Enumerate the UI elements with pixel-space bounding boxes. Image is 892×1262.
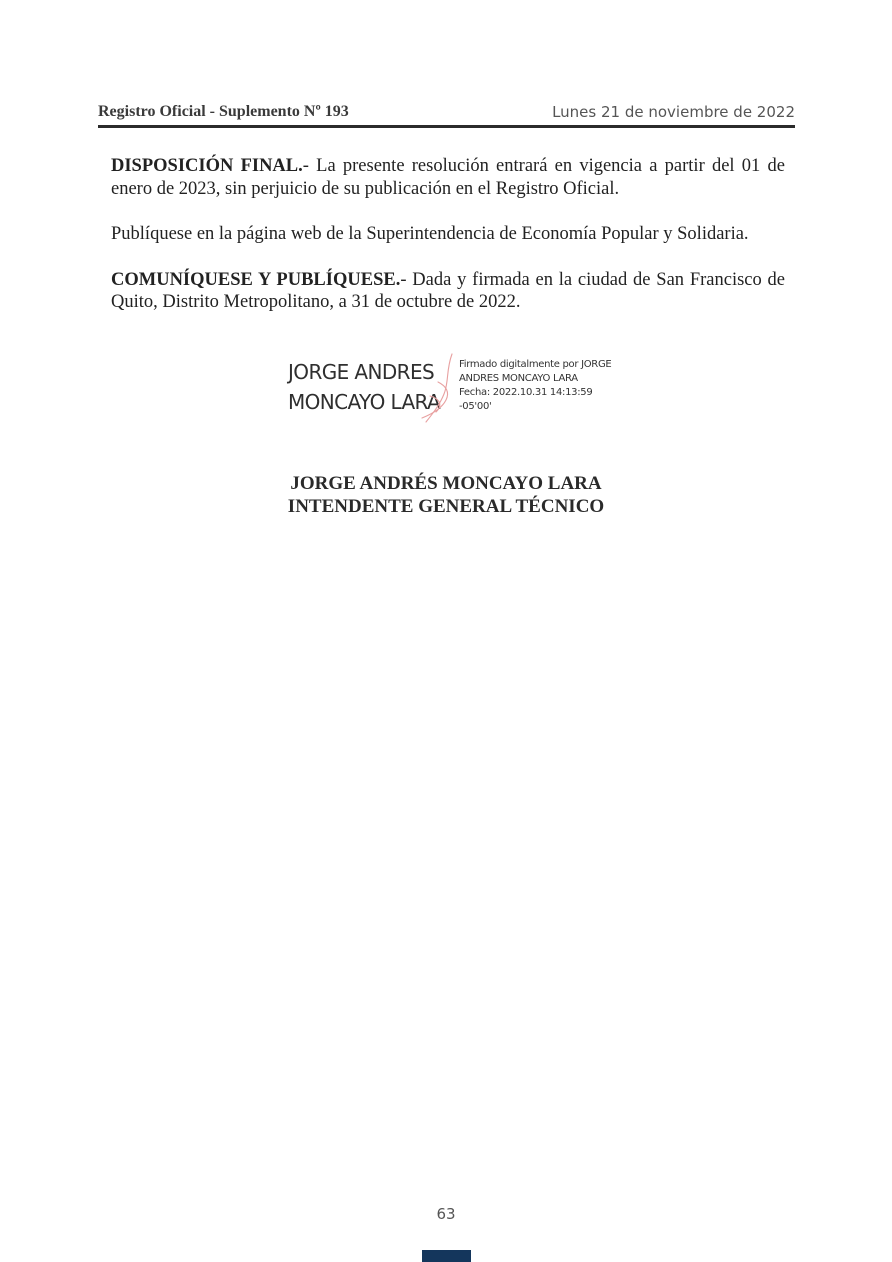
- signature-detail-line4: -05'00': [459, 401, 492, 412]
- final-disposition-paragraph: [111, 155, 785, 200]
- publication-paragraph: [111, 223, 785, 246]
- closing-heading: COMUNÍQUESE Y PUBLÍQUESE.: [111, 269, 401, 290]
- signature-detail-line2: ANDRES MONCAYO LARA: [459, 373, 578, 384]
- document-body: [111, 155, 785, 337]
- final-disposition-text: - La presente resolución entrará en vigencia a partir del 01 de enero de 2023, sin perjuicio de su publicación en el Registro Oficial.: [111, 156, 785, 199]
- signature-name-line2: MONCAYO LARA: [288, 390, 441, 414]
- final-disposition-heading: DISPOSICIÓN FINAL.: [111, 156, 303, 176]
- closing-text: - Dada y firmada en la ciudad de San Francisco de Quito, Distrito Metropolitano, a 31 de octubre de 2022.: [111, 269, 786, 312]
- footer-bar: [422, 1250, 471, 1262]
- header-divider: [98, 125, 795, 128]
- signature-details: [459, 358, 611, 414]
- signature-detail-line1: Firmado digitalmente por JORGE: [459, 359, 612, 370]
- publication-title: Registro Oficial - Suplemento Nº 193: [98, 103, 349, 120]
- signer-title: INTENDENTE GENERAL TÉCNICO: [287, 496, 605, 517]
- signer-block: [0, 472, 892, 518]
- digital-signature: [288, 352, 648, 432]
- closing-paragraph: [111, 269, 785, 314]
- page-header: [98, 103, 795, 123]
- publication-date: Lunes 21 de noviembre de 2022: [552, 103, 795, 121]
- page-number: 63: [436, 1205, 456, 1223]
- signature-name-line1: JORGE ANDRES: [288, 360, 435, 384]
- signer-name: JORGE ANDRÉS MONCAYO LARA: [290, 473, 602, 494]
- publication-text: Publíquese en la página web de la Superintendencia de Economía Popular y Solidaria.: [111, 224, 749, 244]
- signature-detail-line3: Fecha: 2022.10.31 14:13:59: [459, 387, 593, 398]
